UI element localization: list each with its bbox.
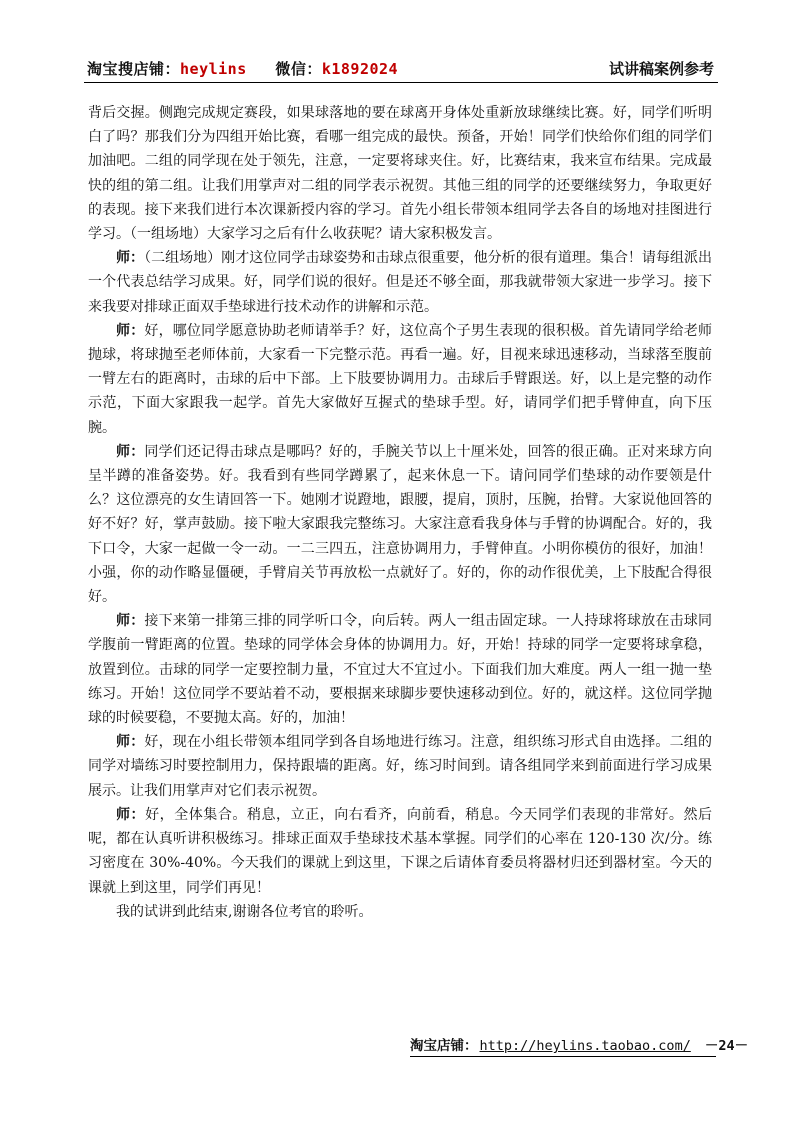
paragraph-1 [88,101,712,246]
paragraph-text: 好，现在小组长带领本组同学到各自场地进行练习。注意，组织练习形式自由选择。二组的同学对墙练习时要控制用力，保持跟墙的距离。好，练习时间到。请各组同学来到前面进行学习成果展示。让我们用掌声对它们表示祝贺。 [88,734,712,799]
paragraph-6 [88,730,712,803]
paragraph-5 [88,609,712,730]
paragraph-text: 接下来第一排第三排的同学听口令，向后转。两人一组击固定球。一人持球将球放在击球同学腹前一臂距离的位置。垫球的同学体会身体的协调用力。好，开始！持球的同学一定要将球拿稳，放置到位。击球的同学一定要控制力量，不宜过大不宜过小。下面我们加大难度。两人一组一抛一垫练习。开始！这位同学不要站着不动，要根据来球脚步要快速移动到位。好的，就这样。这位同学抛球的时候要稳，不要抛太高。好的，加油！ [88,613,712,727]
paragraph-4 [88,440,712,609]
header-wechat-label: 微信： [275,60,322,78]
header-title: 试讲稿案例参考 [608,60,714,78]
speaker-label: 师： [116,250,145,267]
paragraph-2 [88,246,712,319]
page-number: －24－ [704,1038,749,1054]
paragraph-3 [88,319,712,440]
paragraph-text: 背后交握。侧跑完成规定赛段，如果球落地的要在球离开身体处重新放球继续比赛。好，同学们听明白了吗？那我们分为四组开始比赛，看哪一组完成的最快。预备，开始！同学们快给你们组的同学们加油吧。二组的同学现在处于领先，注意，一定要将球夹住。好，比赛结束，我来宣布结果。完成最快的组的第二组。让我们用掌声对二组的同学表示祝贺。其他三组的同学的还要继续努力，争取更好的表现。接下来我们进行本次课新授内容的学习。首先小组长带领本组同学去各自的场地对挂图进行学习。（一组场地）大家学习之后有什么收获呢？请大家积极发言。 [88,105,712,243]
footer-shop-label: 淘宝店铺： [410,1038,478,1054]
page-footer [410,1034,749,1057]
page-header [84,54,718,83]
paragraph-7 [88,803,712,900]
speaker-label: 师： [116,734,145,751]
paragraph-8 [88,900,712,924]
header-shop-name: heylins [180,60,247,78]
speaker-label: 师： [116,322,145,339]
speaker-label: 师： [116,443,145,460]
header-wechat-id: k1892024 [321,60,399,78]
header-shop-label: 淘宝搜店铺： [87,60,181,78]
paragraph-text: 同学们还记得击球点是哪吗？好的，手腕关节以上十厘米处，回答的很正确。正对来球方向呈半蹲的准备姿势。好。我看到有些同学蹲累了，起来休息一下。请问同学们垫球的动作要领是什么？这位漂亮的女生请回答一下。她刚才说蹬地，跟腰，提肩，顶肘，压腕，抬臂。大家说他回答的好不好？好，掌声鼓励。接下啦大家跟我完整练习。大家注意看我身体与手臂的协调配合。好的，我下口令，大家一起做一令一动。一二三四五，注意协调用力，手臂伸直。小明你模仿的很好，加油！小强，你的动作略显僵硬，手臂肩关节再放松一点就好了。好的，你的动作很优美，上下肢配合得很好。 [88,443,712,606]
paragraph-text: 好，全体集合。稍息，立正，向右看齐，向前看，稍息。今天同学们表现的非常好。然后呢，都在认真听讲积极练习。排球正面双手垫球技术基本掌握。同学们的心率在 120-130 次/分。练习密度在 30%-40%。今天我们的课就上到这里，下课之后请体育委员将器材归还到器材室。今天的课就上到这里，同学们再见！ [88,806,713,896]
paragraph-text: （二组场地）刚才这位同学击球姿势和击球点很重要，他分析的很有道理。集合！请每组派出一个代表总结学习成果。好，同学们说的很好。但是还不够全面，那我就带领大家进一步学习。接下来我要对排球正面双手垫球进行技术动作的讲解和示范。 [88,250,713,315]
header-shop-info [87,58,398,79]
footer-shop-link[interactable]: http://heylins.taobao.com/ [479,1038,691,1054]
speaker-label: 师： [116,806,146,823]
paragraph-text: 我的试讲到此结束,谢谢各位考官的聆听。 [116,903,373,920]
speaker-label: 师： [116,613,145,630]
document-body [88,101,712,924]
paragraph-text: 好，哪位同学愿意协助老师请举手？好，这位高个子男生表现的很积极。首先请同学给老师抛球，将球抛至老师体前，大家看一下完整示范。再看一遍。好，目视来球迅速移动，当球落至腹前一臂左右的距离时，击球的后中下部。上下肢要协调用力。击球后手臂跟送。好，以上是完整的动作示范，下面大家跟我一起学。首先大家做好互握式的垫球手型。好，请同学们把手臂伸直，向下压腕。 [88,322,712,436]
